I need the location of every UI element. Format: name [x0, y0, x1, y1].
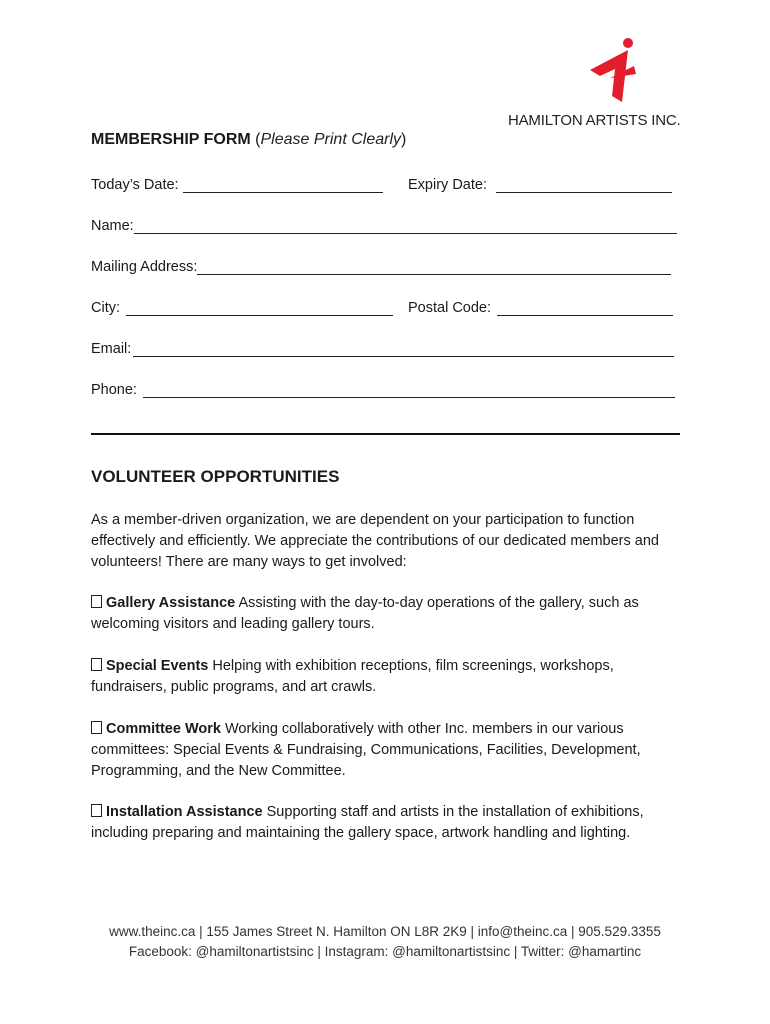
phone-field [91, 382, 675, 398]
form-title-main: MEMBERSHIP FORM [91, 131, 251, 148]
email-field [91, 341, 674, 357]
form-title [91, 131, 406, 149]
option-label: Committee Work [106, 721, 221, 737]
todays-date-label: Today’s Date: [91, 177, 179, 193]
expiry-date-field [408, 177, 672, 193]
volunteer-section-title: VOLUNTEER OPPORTUNITIES [91, 467, 340, 486]
installation-assistance-checkbox[interactable] [91, 804, 102, 817]
option-label: Installation Assistance [106, 804, 263, 820]
hamilton-artists-logo [508, 36, 683, 132]
option-description: Helping with exhibition receptions, film screenings, workshops, fundraisers, public programs, and art crawls. [91, 658, 614, 695]
city-field [91, 300, 393, 316]
option-label: Gallery Assistance [106, 595, 236, 611]
form-title-note-open: ( [255, 131, 261, 148]
mailing-address-field [91, 259, 671, 275]
expiry-date-label: Expiry Date: [408, 177, 487, 193]
name-label: Name: [91, 218, 134, 234]
option-description: Supporting staff and artists in the installation of exhibitions, including preparing and maintaining the gallery space, artwork handling and lighting. [91, 804, 644, 841]
email-input-line[interactable] [133, 342, 674, 357]
option-committee-work [91, 719, 681, 782]
email-label: Email: [91, 341, 132, 357]
name-input-line[interactable] [134, 219, 677, 234]
logo-text: HAMILTON ARTISTS INC. [508, 112, 681, 129]
option-special-events [91, 656, 681, 698]
todays-date-input-line[interactable] [183, 178, 383, 193]
gallery-assistance-checkbox[interactable] [91, 595, 102, 608]
footer-contact-line: www.theinc.ca | 155 James Street N. Hamilton ON L8R 2K9 | info@theinc.ca | 905.529.3355 [109, 924, 661, 939]
section-divider [91, 433, 680, 435]
todays-date-field [91, 177, 383, 193]
option-description: Working collaboratively with other Inc. members in our various committees: Special Events & Fundraising, Communications, Facilities, Development, Programming, and the New Committee. [91, 721, 641, 779]
mailing-address-label: Mailing Address: [91, 259, 198, 275]
city-input-line[interactable] [126, 301, 393, 316]
option-label: Special Events [106, 658, 209, 674]
option-gallery-assistance [91, 593, 681, 635]
expiry-date-input-line[interactable] [496, 178, 672, 193]
phone-input-line[interactable] [143, 383, 675, 398]
postal-code-field [408, 300, 673, 316]
footer-social-line: Facebook: @hamiltonartistsinc | Instagram: @hamiltonartistsinc | Twitter: @hamartinc [128, 944, 642, 959]
special-events-checkbox[interactable] [91, 658, 102, 671]
option-description: Assisting with the day-to-day operations of the gallery, such as welcoming visitors and leading gallery tours. [91, 595, 639, 632]
logo-mark-icon [588, 36, 650, 106]
mailing-address-input-line[interactable] [197, 260, 671, 275]
form-title-note: Please Print Clearly [260, 131, 401, 148]
city-label: City: [91, 300, 120, 316]
form-title-note-close: ) [401, 131, 407, 148]
postal-code-input-line[interactable] [497, 301, 673, 316]
phone-label: Phone: [91, 382, 137, 398]
option-installation-assistance [91, 802, 681, 844]
name-field [91, 218, 677, 234]
committee-work-checkbox[interactable] [91, 721, 102, 734]
volunteer-intro: As a member-driven organization, we are dependent on your participation to function effectively and efficiently. We appreciate the contributions of our dedicated members and volunteers! There are many ways to get involved: [91, 512, 659, 570]
postal-code-label: Postal Code: [408, 300, 492, 316]
